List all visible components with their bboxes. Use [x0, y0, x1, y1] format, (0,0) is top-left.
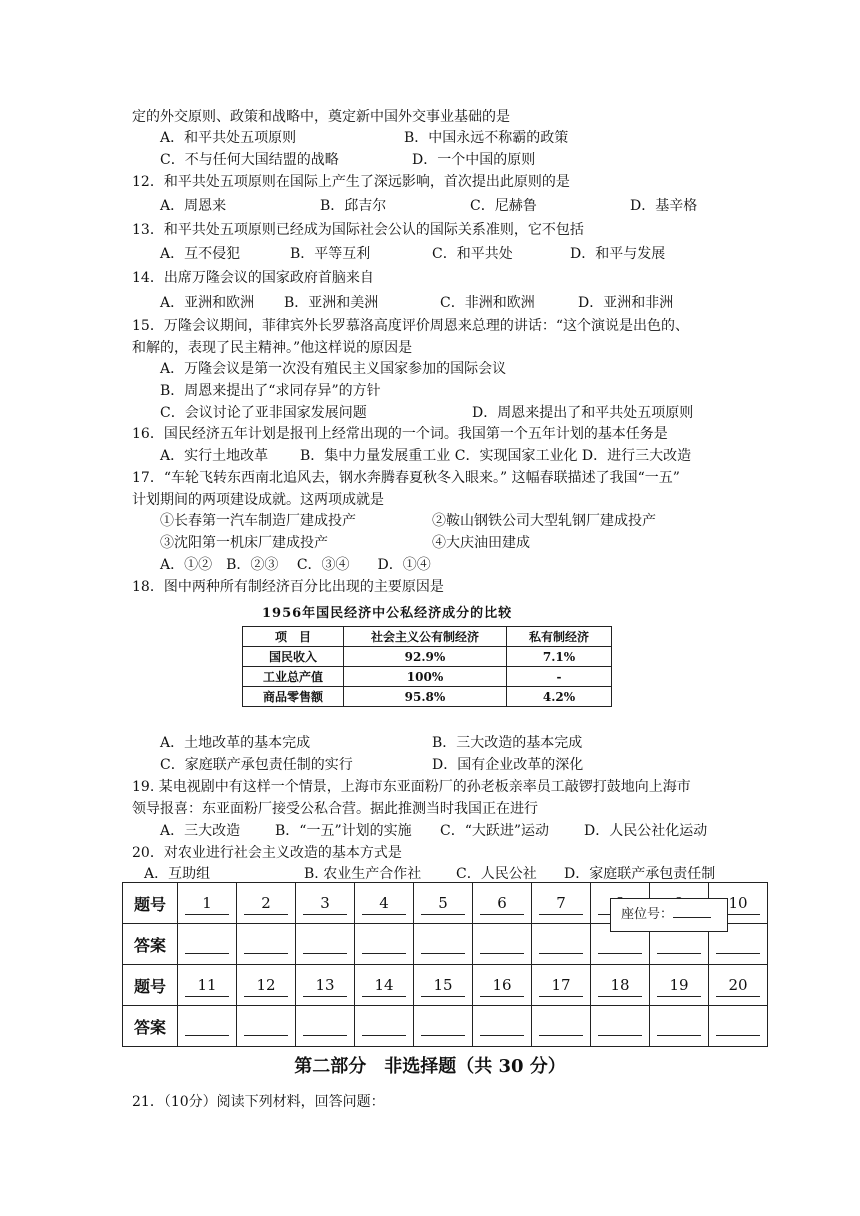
q11-option-d: D．一个中国的原则	[412, 152, 536, 168]
answer-blank[interactable]	[480, 1013, 524, 1036]
table-header: 社会主义公有制经济	[344, 627, 507, 647]
question-number: 16	[480, 974, 524, 997]
q18-option-d: D．国有企业改革的深化	[432, 757, 584, 773]
table-1956-caption: 1956年国民经济中公私经济成分的比较	[262, 606, 513, 621]
table-cell: 7.1%	[507, 647, 612, 667]
q12-option-a: A．周恩来	[160, 198, 227, 214]
question-number: 19	[657, 974, 701, 997]
q15-stem-line1: 15．万隆会议期间，菲律宾外长罗慕洛高度评价周恩来总理的讲话：“这个演说是出色的、	[132, 318, 689, 334]
q20-option-a: A．互助组	[144, 866, 211, 882]
q13-option-b: B．平等互利	[290, 246, 371, 262]
question-number: 4	[362, 892, 406, 915]
grid-label-answer: 答案	[123, 924, 178, 965]
q14-option-b: B．亚洲和美洲	[284, 295, 379, 311]
q14-option-a: A．亚洲和欧洲	[160, 295, 255, 311]
table-cell: 工业总产值	[243, 667, 344, 687]
table-row	[243, 687, 612, 707]
question-number: 6	[480, 892, 524, 915]
answer-blank[interactable]	[303, 1013, 347, 1036]
table-cell: 商品零售额	[243, 687, 344, 707]
seat-number-box[interactable]	[610, 898, 728, 932]
table-header: 项 目	[243, 627, 344, 647]
grid-row-numbers-2	[123, 965, 768, 1006]
answer-blank[interactable]	[421, 931, 465, 954]
answer-blank[interactable]	[185, 1013, 229, 1036]
answer-blank[interactable]	[185, 931, 229, 954]
q15-option-a: A．万隆会议是第一次没有殖民主义国家参加的国际会议	[160, 361, 507, 377]
question-number: 2	[244, 892, 288, 915]
q12-stem: 12．和平共处五项原则在国际上产生了深远影响，首次提出此原则的是	[132, 174, 570, 190]
table-cell: 4.2%	[507, 687, 612, 707]
table-row	[243, 627, 612, 647]
question-number: 10	[716, 892, 760, 915]
q19-option-d: D．人民公社化运动	[584, 823, 708, 839]
answer-blank[interactable]	[716, 1013, 760, 1036]
grid-label-question: 题号	[123, 883, 178, 924]
grid-label-answer: 答案	[123, 1006, 178, 1047]
answer-blank[interactable]	[244, 1013, 288, 1036]
q17-stem-line1: 17．“车轮飞转东西南北追风去，钢水奔腾春夏秋冬入眼来。” 这幅春联描述了我国“一五”	[132, 470, 680, 486]
q17-stem-line2: 计划期间的两项建设成就。这两项成就是	[132, 492, 384, 508]
q19-option-a: A．三大改造	[160, 823, 241, 839]
table-header: 私有制经济	[507, 627, 612, 647]
q13-option-c: C．和平共处	[432, 246, 513, 262]
q17-item-4: ④大庆油田建成	[432, 535, 530, 551]
q21-stem: 21．（10分）阅读下列材料，回答问题：	[132, 1094, 385, 1110]
answer-blank[interactable]	[598, 931, 642, 954]
q16-option-bcd: B．集中力量发展重工业 C．实现国家工业化 D．进行三大改造	[300, 448, 692, 464]
q17-item-3: ③沈阳第一机床厂建成投产	[160, 535, 328, 551]
q15-stem-line2: 和解的，表现了民主精神。”他这样说的原因是	[132, 340, 413, 356]
q13-stem: 13．和平共处五项原则已经成为国际社会公认的国际关系准则，它不包括	[132, 222, 584, 238]
q12-option-d: D．基辛格	[630, 198, 698, 214]
question-number: 7	[539, 892, 583, 915]
q17-options: A．①② B．②③ C．③④ D．①④	[160, 557, 431, 573]
question-number: 14	[362, 974, 406, 997]
grid-row-answers-2	[123, 1006, 768, 1047]
q16-option-a: A．实行土地改革	[160, 448, 269, 464]
answer-blank[interactable]	[657, 931, 701, 954]
answer-blank[interactable]	[539, 1013, 583, 1036]
q13-option-a: A．互不侵犯	[160, 246, 241, 262]
q12-option-c: C．尼赫鲁	[470, 198, 537, 214]
q14-option-c: C．非洲和欧洲	[440, 295, 535, 311]
table-row	[243, 647, 612, 667]
answer-blank[interactable]	[657, 1013, 701, 1036]
table-cell: 国民收入	[243, 647, 344, 667]
q14-option-d: D．亚洲和非洲	[578, 295, 674, 311]
answer-blank[interactable]	[480, 931, 524, 954]
question-number: 13	[303, 974, 347, 997]
question-number: 12	[244, 974, 288, 997]
q11-option-b: B．中国永远不称霸的政策	[404, 130, 569, 146]
q15-option-b: B．周恩来提出了“求同存异”的方针	[160, 383, 381, 399]
seat-number-label: 座位号：	[621, 907, 674, 922]
question-number: 3	[303, 892, 347, 915]
q13-option-d: D．和平与发展	[570, 246, 666, 262]
q17-item-1: ①长春第一汽车制造厂建成投产	[160, 513, 356, 529]
question-number: 20	[716, 974, 760, 997]
table-cell: 95.8%	[344, 687, 507, 707]
answer-blank[interactable]	[539, 931, 583, 954]
section-title: 第二部分 非选择题（共 30 分）	[294, 1056, 566, 1077]
answer-blank[interactable]	[244, 931, 288, 954]
q20-stem: 20．对农业进行社会主义改造的基本方式是	[132, 845, 402, 861]
table-cell: -	[507, 667, 612, 687]
question-number: 5	[421, 892, 465, 915]
table-cell: 92.9%	[344, 647, 507, 667]
table-cell: 100%	[344, 667, 507, 687]
question-number: 1	[185, 892, 229, 915]
q19-option-b: B．“一五”计划的实施	[275, 823, 412, 839]
answer-blank[interactable]	[598, 1013, 642, 1036]
q18-option-b: B．三大改造的基本完成	[432, 735, 583, 751]
q12-option-b: B．邱吉尔	[320, 198, 387, 214]
q19-option-c: C．“大跃进”运动	[440, 823, 550, 839]
q18-option-c: C．家庭联产承包责任制的实行	[160, 757, 353, 773]
q18-option-a: A．土地改革的基本完成	[160, 735, 311, 751]
grid-label-question: 题号	[123, 965, 178, 1006]
answer-blank[interactable]	[362, 1013, 406, 1036]
q15-option-c: C．会议讨论了亚非国家发展问题	[160, 405, 367, 421]
question-number: 17	[539, 974, 583, 997]
question-number: 15	[421, 974, 465, 997]
q19-stem-line1: 19. 某电视剧中有这样一个情景，上海市东亚面粉厂的孙老板亲率员工敲锣打鼓地向上海市	[132, 779, 691, 795]
answer-blank[interactable]	[303, 931, 347, 954]
answer-blank[interactable]	[716, 931, 760, 954]
question-number: 18	[598, 974, 642, 997]
q11-stem-cont: 定的外交原则、政策和战略中，奠定新中国外交事业基础的是	[132, 109, 510, 125]
q11-option-a: A．和平共处五项原则	[160, 130, 297, 146]
q20-option-d: D．家庭联产承包责任制	[564, 866, 716, 882]
q18-stem: 18．图中两种所有制经济百分比出现的主要原因是	[132, 579, 444, 595]
q19-stem-line2: 领导报喜：东亚面粉厂接受公私合营。据此推测当时我国正在进行	[132, 801, 538, 817]
answer-blank[interactable]	[362, 931, 406, 954]
q20-option-b: B. 农业生产合作社	[304, 866, 422, 882]
table-row	[243, 667, 612, 687]
question-number: 11	[185, 974, 229, 997]
table-1956	[242, 626, 612, 707]
answer-blank[interactable]	[421, 1013, 465, 1036]
q14-stem: 14．出席万隆会议的国家政府首脑来自	[132, 270, 374, 286]
q15-option-d: D．周恩来提出了和平共处五项原则	[472, 405, 694, 421]
q20-option-c: C．人民公社	[456, 866, 537, 882]
seat-number-blank[interactable]	[673, 917, 711, 918]
q11-option-c: C．不与任何大国结盟的战略	[160, 152, 339, 168]
q17-item-2: ②鞍山钢铁公司大型轧钢厂建成投产	[432, 513, 656, 529]
q16-stem: 16．国民经济五年计划是报刊上经常出现的一个词。我国第一个五年计划的基本任务是	[132, 426, 668, 442]
